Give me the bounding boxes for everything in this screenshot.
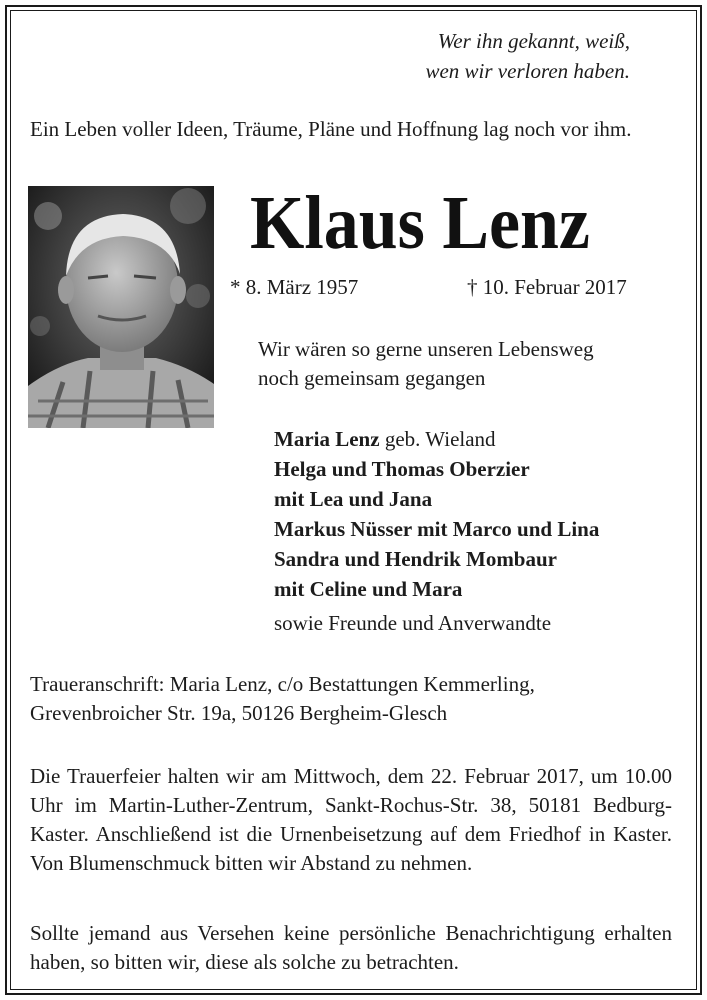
mourner-name: Maria Lenz [274,427,380,451]
portrait-photo [28,186,214,428]
mourners-closing: sowie Freunde und Anverwandte [274,611,552,635]
motto-line-2: wen wir verloren haben. [425,59,630,83]
mourner-line: Sandra und Hendrik Mombaur [274,547,557,571]
funeral-service-text: Die Trauerfeier halten wir am Mittwoch, dem 22. Februar 2017, um 10.00 Uhr im Martin-Luther-Zentrum, Sankt-Rochus-Str. 38, 50181 Bedburg-Kaster. Anschließend ist die Urnenbeisetzung auf dem Friedhof in Kaster. Von Blumenschmuck bitten wir Abstand zu nehmen. [30,764,672,875]
mourner-line: mit Lea und Jana [274,487,433,511]
verse-line-1: Wir wären so gerne unseren Lebensweg [258,337,594,361]
birth-date: * 8. März 1957 [230,275,359,299]
address-line-2: Grevenbroicher Str. 19a, 50126 Bergheim-Glesch [30,701,448,725]
mourner-line: Markus Nüsser mit Marco und Lina [274,517,600,541]
mourner-line: Helga und Thomas Oberzier [274,457,530,481]
motto-quote [380,26,630,86]
intro-sentence: Ein Leben voller Ideen, Träume, Pläne und Hoffnung lag noch vor ihm. [30,117,632,141]
farewell-verse [258,335,594,393]
deceased-name: Klaus Lenz [250,181,590,265]
notification-note: Sollte jemand aus Versehen keine persönliche Benachrichtigung erhalten haben, so bitten wir, diese als solche zu betrachten. [30,921,672,974]
mourner-maiden-name: geb. Wieland [379,427,496,451]
mourners-list [274,424,599,638]
motto-line-1: Wer ihn gekannt, weiß, [437,29,630,53]
death-date: † 10. Februar 2017 [467,275,627,299]
mourner-line [274,424,599,454]
address-line-1: Traueranschrift: Maria Lenz, c/o Bestattungen Kemmerling, [30,672,535,696]
mourner-line: mit Celine und Mara [274,577,463,601]
mourning-address [30,670,672,728]
verse-line-2: noch gemeinsam gegangen [258,366,486,390]
